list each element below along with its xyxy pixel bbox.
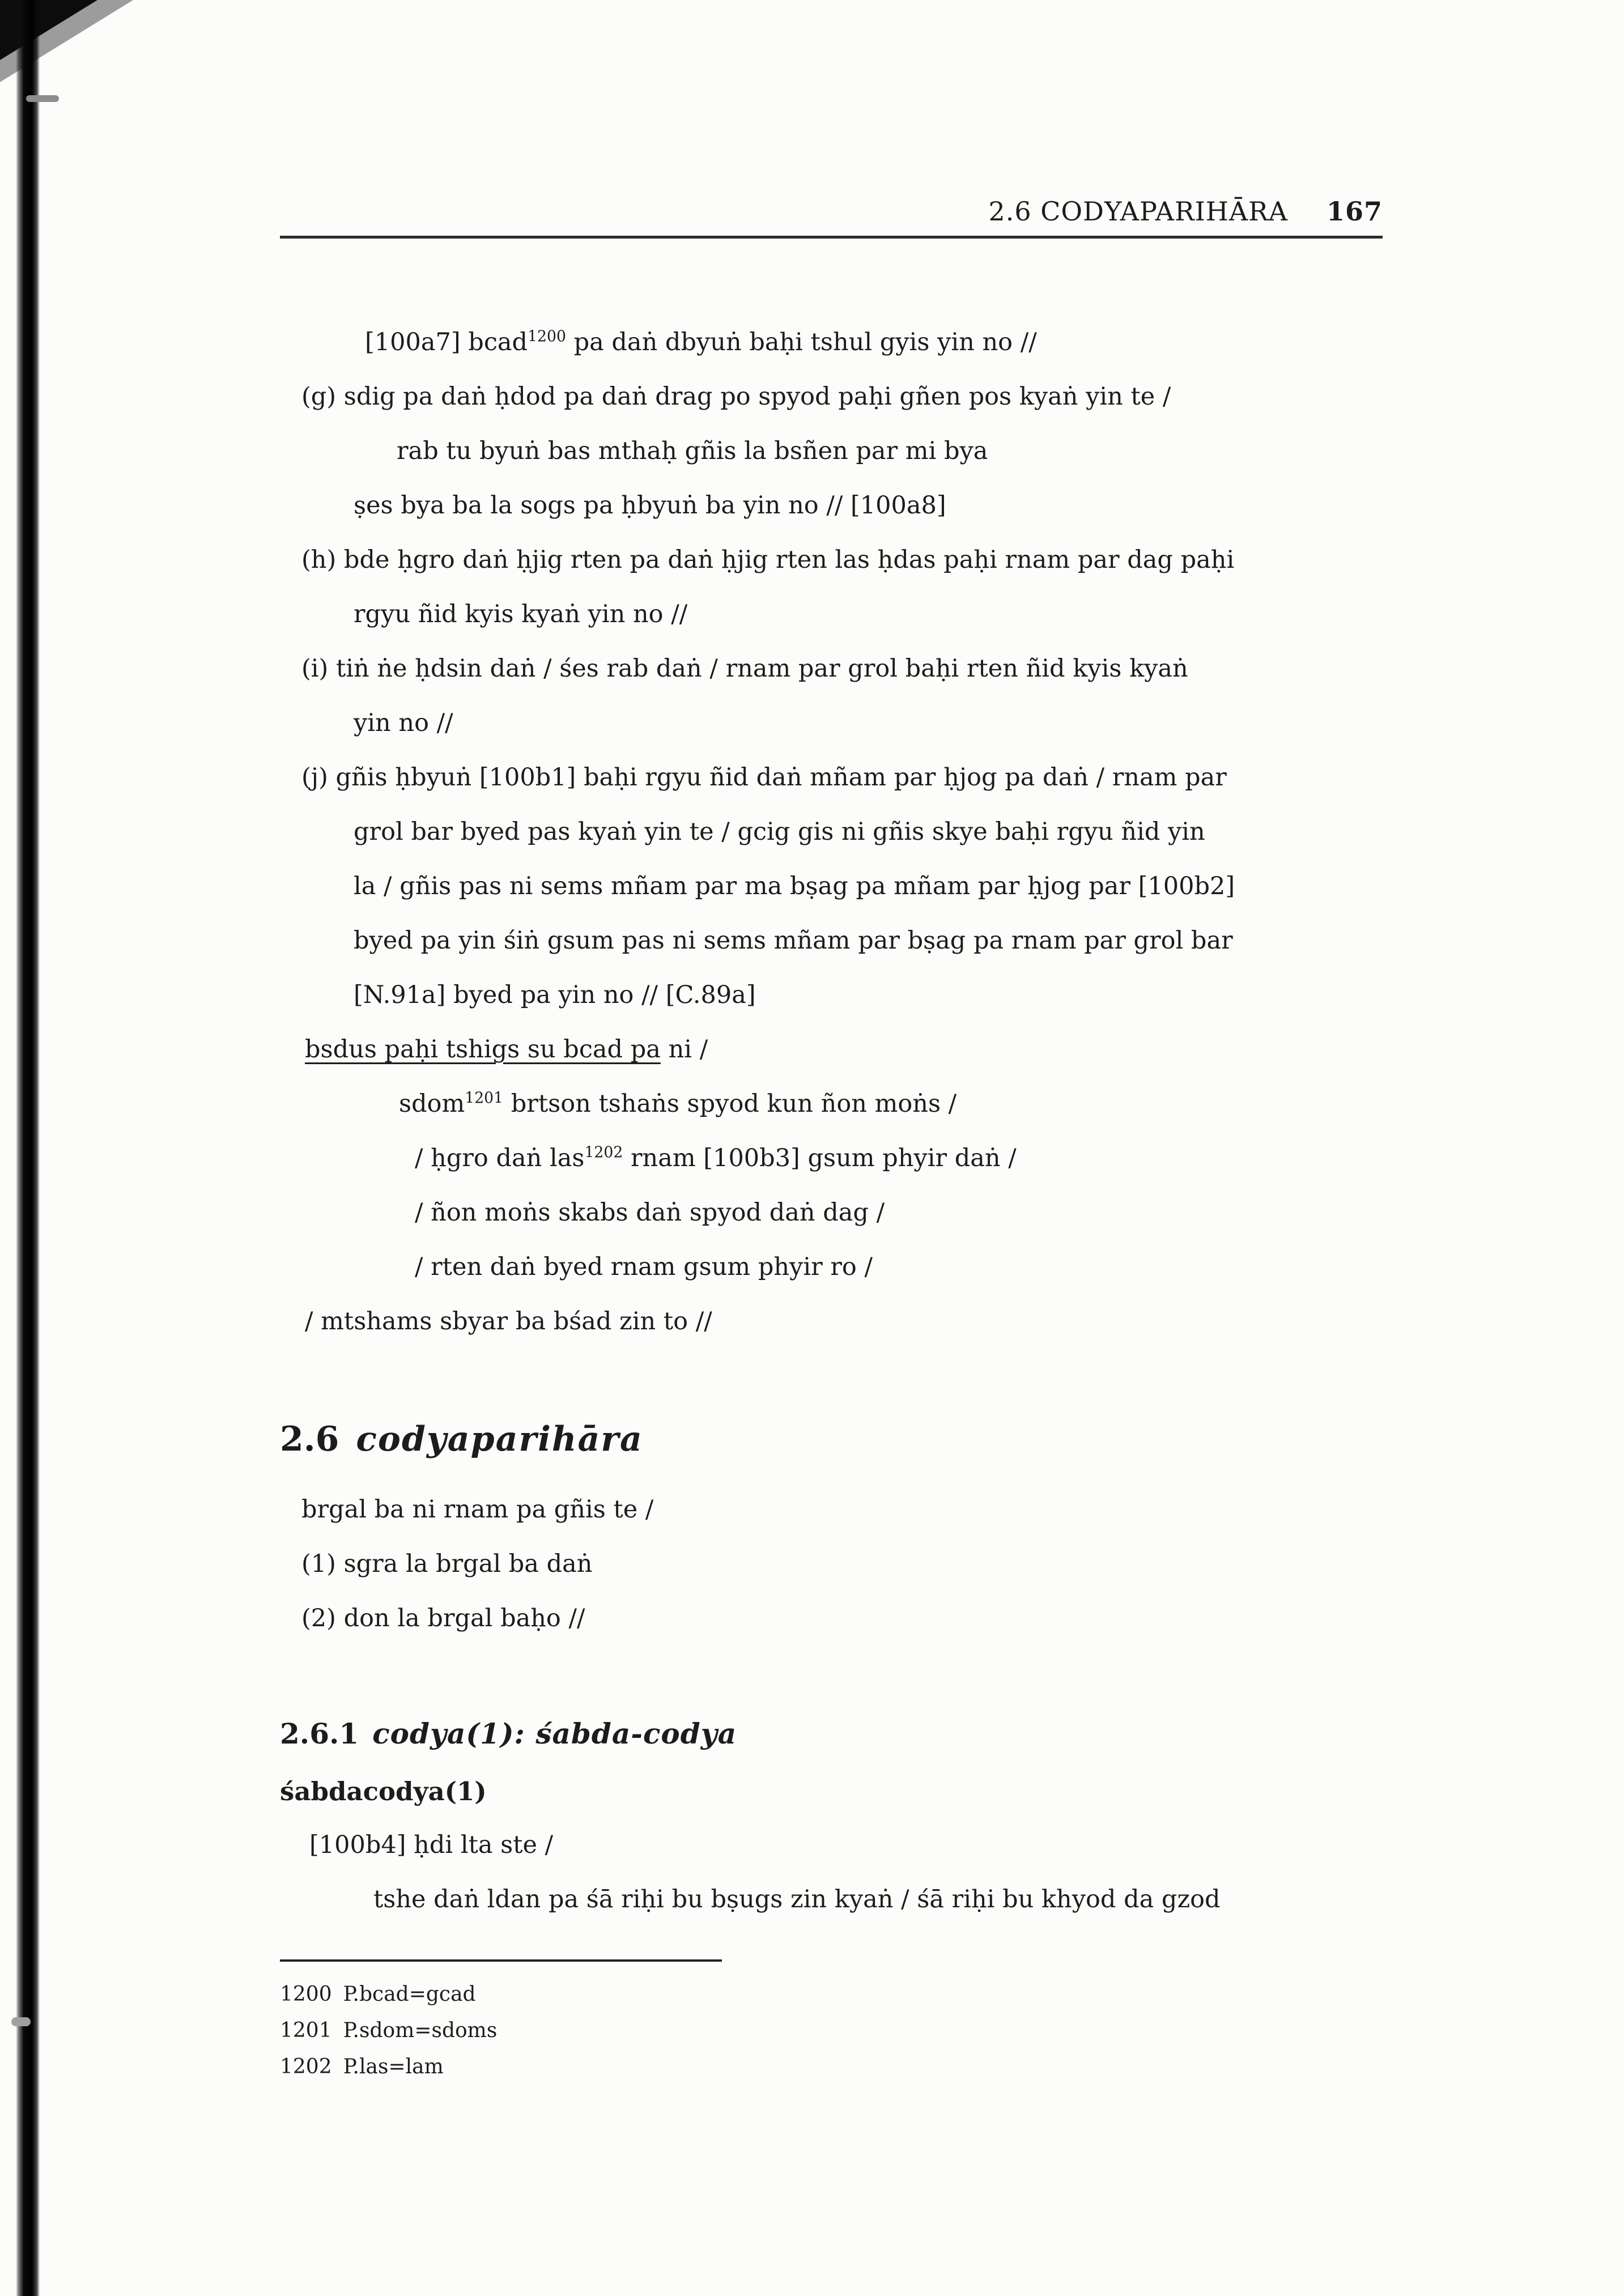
line-text: pa daṅ dbyuṅ baḥi tshul gyis yin no // xyxy=(566,328,1037,356)
line-text: rnam [100b3] gsum phyir daṅ / xyxy=(623,1144,1017,1172)
footnote-rule xyxy=(280,1959,722,1962)
verse-line: / ñon moṅs skabs daṅ spyod daṅ dag / xyxy=(415,1198,885,1227)
footnote-number: 1200 xyxy=(280,1983,332,2006)
text-line: [N.91a] byed pa yin no // [C.89a] xyxy=(354,981,756,1009)
page-body xyxy=(280,315,1410,2085)
text-line: la / gñis pas ni sems mñam par ma bṣag pa mñam par ḥjog par [100b2] xyxy=(354,872,1235,900)
text-line: (h) bde ḥgro daṅ ḥjig rten pa daṅ ḥjig rten las ḥdas paḥi rnam par dag paḥi xyxy=(301,546,1235,574)
footnote-text: P.sdom=sdoms xyxy=(343,2019,498,2042)
footnote-number: 1201 xyxy=(280,2019,332,2042)
text-line: ṣes bya ba la sogs pa ḥbyuṅ ba yin no // [100a8] xyxy=(354,491,946,520)
footnote-number: 1202 xyxy=(280,2055,332,2078)
line-text: sdom xyxy=(399,1090,465,1118)
line-text: / ḥgro daṅ las xyxy=(415,1144,585,1172)
page-number: 167 xyxy=(1326,196,1383,227)
section-title: codyaparihāra xyxy=(356,1419,643,1459)
text-line: / mtshams sbyar ba bśad zin to // xyxy=(305,1307,712,1336)
footnote-text: P.bcad=gcad xyxy=(343,1983,476,2006)
section-number: 2.6 xyxy=(280,1419,339,1459)
text-line: byed pa yin śiṅ gsum pas ni sems mñam par bṣag pa rnam par grol bar xyxy=(354,926,1233,955)
footnote-reference: 1202 xyxy=(584,1143,623,1162)
verse-line: / rten daṅ byed rnam gsum phyir ro / xyxy=(415,1253,873,1281)
subsection-number: 2.6.1 xyxy=(280,1717,359,1750)
footnote-text: P.las=lam xyxy=(343,2055,444,2078)
text-line xyxy=(280,1022,1410,1077)
footnote-reference: 1200 xyxy=(528,328,566,346)
line-text: brtson tshaṅs spyod kun ñon moṅs / xyxy=(503,1090,957,1118)
text-line: (g) sdig pa daṅ ḥdod pa daṅ drag po spyod paḥi gñen pos kyaṅ yin te / xyxy=(301,382,1171,411)
footnote xyxy=(280,1976,1410,2013)
text-line: grol bar byed pas kyaṅ yin te / gcig gis ni gñis skye baḥi rgyu ñid yin xyxy=(354,818,1205,846)
text-line xyxy=(280,315,1410,369)
subsection-label: śabdacodya(1) xyxy=(280,1776,487,1806)
subsection-title: codya(1): śabda-codya xyxy=(372,1717,737,1750)
text-line: (i) tiṅ ṅe ḥdsin daṅ / śes rab daṅ / rnam par grol baḥi rten ñid kyis kyaṅ xyxy=(301,654,1188,683)
text-line: rab tu byuṅ bas mthaḥ gñis la bsñen par mi bya xyxy=(397,437,988,465)
text-line: rgyu ñid kyis kyaṅ yin no // xyxy=(354,600,688,628)
scan-smudge xyxy=(26,95,59,102)
subsection-heading xyxy=(280,1712,1410,1755)
scan-binding-artifact xyxy=(16,0,40,2296)
text-line: [100b4] ḥdi lta ste / xyxy=(309,1831,554,1859)
list-item: (2) don la brgal baḥo // xyxy=(301,1604,585,1632)
footnote xyxy=(280,2013,1410,2049)
running-header-title: 2.6 CODYAPARIHĀRA xyxy=(988,196,1288,227)
footnote xyxy=(280,2049,1410,2085)
text-line: (j) gñis ḥbyuṅ [100b1] baḥi rgyu ñid daṅ mñam par ḥjog pa daṅ / rnam par xyxy=(301,763,1227,792)
running-header xyxy=(280,196,1383,239)
footnote-reference: 1201 xyxy=(465,1089,504,1107)
footnote-block xyxy=(280,1959,1410,2085)
verse-line xyxy=(280,1131,1410,1185)
underlined-phrase: bsdus paḥi tshigs su bcad pa xyxy=(305,1035,661,1064)
text-line: yin no // xyxy=(354,709,453,737)
section-heading xyxy=(280,1415,1410,1463)
line-text: [100a7] bcad xyxy=(365,328,528,356)
scan-smudge xyxy=(11,2017,31,2026)
text-line: brgal ba ni rnam pa gñis te / xyxy=(301,1495,654,1524)
text-line: tshe daṅ ldan pa śā riḥi bu bṣugs zin kyaṅ / śā riḥi bu khyod da gzod xyxy=(373,1885,1221,1914)
list-item: (1) sgra la brgal ba daṅ xyxy=(301,1550,593,1578)
verse-line xyxy=(280,1077,1410,1131)
line-text: ni / xyxy=(660,1035,708,1064)
